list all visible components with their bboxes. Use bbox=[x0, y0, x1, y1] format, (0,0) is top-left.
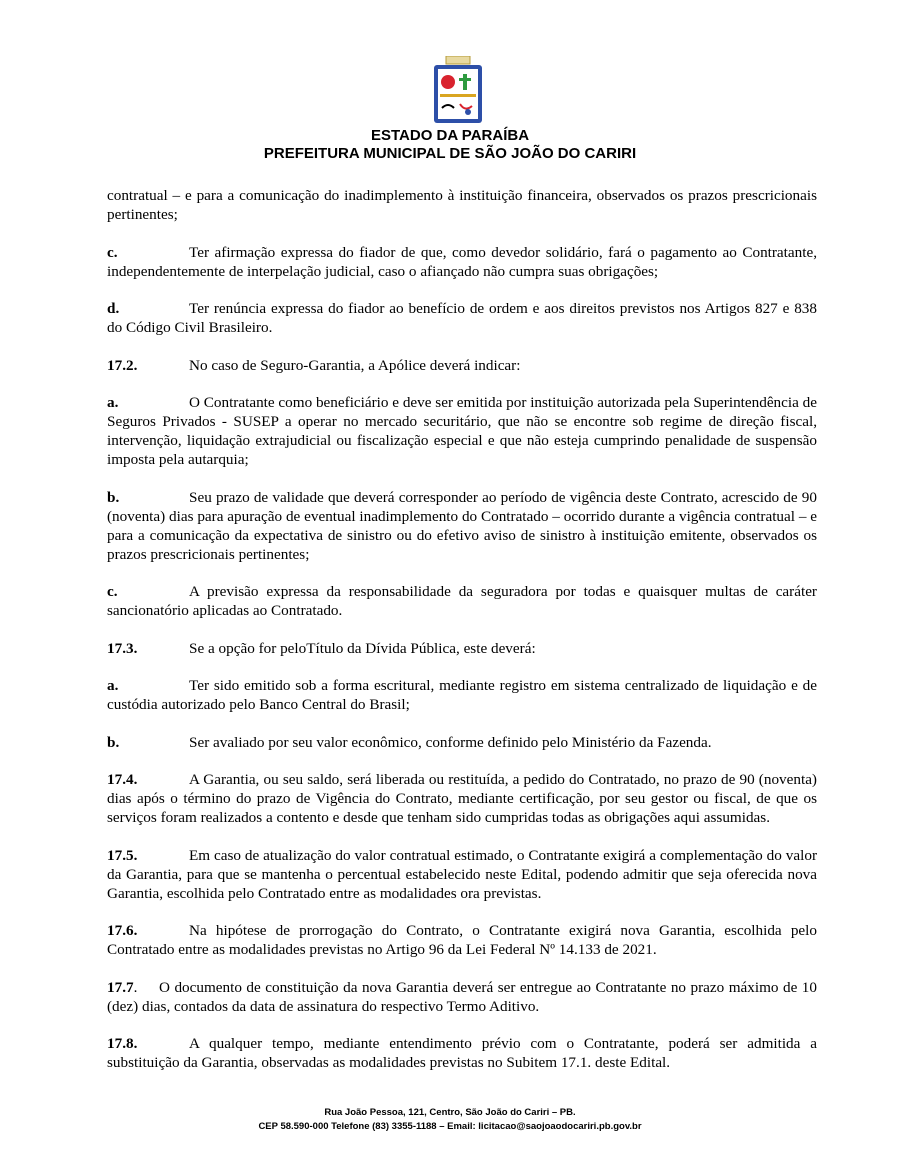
paragraph-text: O documento de constituição da nova Garantia deverá ser entregue ao Contratante no prazo máximo de 10 (dez) dias, contados da data de assinatura do respectivo Termo Aditivo. bbox=[107, 978, 817, 1015]
paragraph-label: a. bbox=[107, 394, 119, 411]
state-title: ESTADO DA PARAÍBA bbox=[370, 127, 530, 144]
paragraph-label: 17.8. bbox=[107, 1035, 138, 1052]
paragraph-label: 17.2. bbox=[107, 356, 138, 374]
paragraph-item bbox=[107, 299, 817, 337]
paragraph-item bbox=[107, 733, 817, 752]
paragraph-text: Se a opção for peloTítulo da Dívida Pública, este deverá: bbox=[189, 639, 536, 657]
paragraph-item bbox=[107, 582, 817, 620]
document-body bbox=[107, 186, 817, 1091]
paragraph-item bbox=[107, 978, 817, 1016]
paragraph-label: a. bbox=[107, 677, 119, 694]
paragraph-label: 17.4. bbox=[107, 771, 138, 788]
paragraph-item bbox=[107, 393, 817, 469]
paragraph-label: c. bbox=[107, 583, 118, 600]
paragraph-item bbox=[107, 1034, 817, 1072]
paragraph-text: A Garantia, ou seu saldo, será liberada ou restituída, a pedido do Contratado, no prazo de 90 (noventa) dias após o término do prazo de Vigência do Contrato, mediante certificação, por seu gestor ou fiscal, de que os serviços foram realizados a contento e desde que tenham sido cumpridas todas as obrigações aqui assumidas. bbox=[107, 771, 817, 826]
paragraph-text: Ter renúncia expressa do fiador ao benefício de ordem e aos direitos previstos nos Artigos 827 e 838 do Código Civil Brasileiro. bbox=[107, 300, 817, 336]
municipality-title: PREFEITURA MUNICIPAL DE SÃO JOÃO DO CARIRI bbox=[263, 145, 637, 162]
paragraph-item bbox=[107, 921, 817, 959]
paragraph-text: No caso de Seguro-Garantia, a Apólice deverá indicar: bbox=[189, 356, 521, 374]
paragraph-label: 17.7 bbox=[107, 978, 134, 996]
paragraph-continuation bbox=[107, 186, 817, 224]
paragraph-label: b. bbox=[107, 733, 120, 751]
paragraph-item bbox=[107, 243, 817, 281]
footer-contact: CEP 58.590-000 Telefone (83) 3355-1188 – Email: licitacao@saojoaodocariri.pb.gov.br bbox=[258, 1121, 642, 1132]
paragraph-label-compact bbox=[107, 978, 159, 997]
paragraph-text: Ter sido emitido sob a forma escritural, mediante registro em sistema centralizado de liquidação e de custódia autorizado pelo Banco Central do Brasil; bbox=[107, 677, 817, 713]
paragraph-item bbox=[107, 676, 817, 714]
footer-address: Rua João Pessoa, 121, Centro, São João do Cariri – PB. bbox=[324, 1107, 576, 1118]
paragraph-text: A qualquer tempo, mediante entendimento prévio com o Contratante, poderá ser admitida a substituição da Garantia, observadas as modalidades previstas no Subitem 17.1. deste Edital. bbox=[107, 1035, 817, 1071]
paragraph-text: O Contratante como beneficiário e deve ser emitida por instituição autorizada pela Superintendência de Seguros Privados - SUSEP a operar no mercado securitário, que não se encontre sob regime de direção fiscal, intervenção, liquidação extrajudicial ou fiscalização especial e que não esteja cumprindo penalidade de suspensão imposta pela autarquia; bbox=[107, 394, 817, 468]
paragraph-label-suffix: . bbox=[133, 978, 138, 996]
paragraph-text: Em caso de atualização do valor contratual estimado, o Contratante exigirá a complementação do valor da Garantia, para que se mantenha o percentual estabelecido neste Edital, podendo admitir que seja oferecida nova Garantia, escolhida pelo Contratado entre as modalidades ora previstas. bbox=[107, 846, 817, 902]
paragraph-label: c. bbox=[107, 243, 118, 261]
paragraph-label: 17.3. bbox=[107, 639, 138, 657]
paragraph-label: 17.6. bbox=[107, 922, 138, 939]
paragraph-text: Ser avaliado por seu valor econômico, conforme definido pelo Ministério da Fazenda. bbox=[189, 733, 712, 751]
paragraph-text: A previsão expressa da responsabilidade da seguradora por todas e quaisquer multas de caráter sancionatório aplicadas ao Contratado. bbox=[107, 583, 817, 619]
paragraph-label: 17.5. bbox=[107, 846, 138, 864]
paragraph-item bbox=[107, 356, 817, 375]
paragraph-label: d. bbox=[107, 300, 120, 317]
paragraph-item bbox=[107, 846, 817, 903]
paragraph-item bbox=[107, 488, 817, 564]
paragraph-label: b. bbox=[107, 488, 120, 506]
paragraph-text: contratual – e para a comunicação do inadimplemento à instituição financeira, observados os prazos prescricionais pertinentes; bbox=[107, 187, 817, 223]
paragraph-text: Na hipótese de prorrogação do Contrato, o Contratante exigirá nova Garantia, escolhida pelo Contratado entre as modalidades previstas no Artigo 96 da Lei Federal Nº 14.133 de 2021. bbox=[107, 922, 817, 958]
paragraph-item bbox=[107, 770, 817, 827]
paragraph-text: Seu prazo de validade que deverá corresponder ao período de vigência deste Contrato, acrescido de 90 (noventa) dias para apuração de eventual inadimplemento do Contratado – ocorrido durante a vigência contratual – e para a comunicação da expectativa de sinistro ou do efetivo aviso de sinistro à instituição emitente, observados os prazos prescricionais pertinentes; bbox=[107, 488, 817, 563]
paragraph-item bbox=[107, 639, 817, 658]
municipal-coat-of-arms-icon bbox=[432, 56, 484, 126]
paragraph-text: Ter afirmação expressa do fiador de que, como devedor solidário, fará o pagamento ao Contratante, independentemente de interpelação judicial, caso o afiançado não cumpra suas obrigações; bbox=[107, 243, 817, 280]
